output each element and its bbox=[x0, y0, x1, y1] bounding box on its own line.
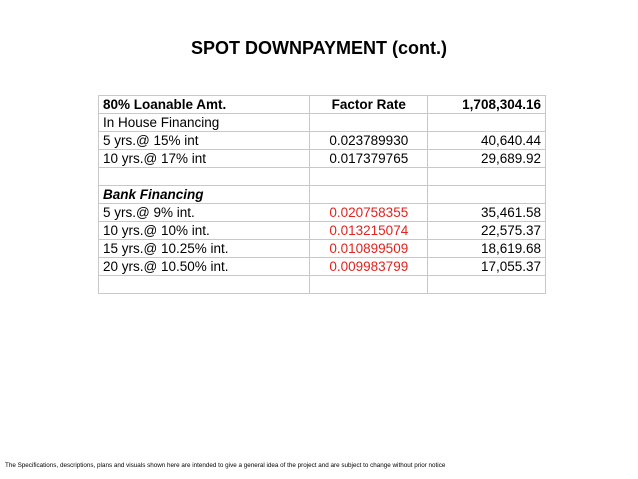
factor-rate: 0.020758355 bbox=[310, 204, 428, 222]
monthly-amount: 40,640.44 bbox=[428, 132, 546, 150]
empty-cell bbox=[310, 276, 428, 294]
empty-cell bbox=[428, 276, 546, 294]
empty-cell bbox=[99, 168, 310, 186]
loanable-amount-label: 80% Loanable Amt. bbox=[99, 96, 310, 114]
factor-rate: 0.010899509 bbox=[310, 240, 428, 258]
term-label: 20 yrs.@ 10.50% int. bbox=[99, 258, 310, 276]
empty-cell bbox=[428, 186, 546, 204]
section-heading-row bbox=[99, 186, 546, 204]
term-label: 5 yrs.@ 15% int bbox=[99, 132, 310, 150]
empty-cell bbox=[310, 186, 428, 204]
table-row bbox=[99, 258, 546, 276]
blank-row bbox=[99, 168, 546, 186]
table-row bbox=[99, 132, 546, 150]
bank-financing-heading: Bank Financing bbox=[99, 186, 310, 204]
section-heading-row bbox=[99, 114, 546, 132]
financing-table bbox=[98, 95, 546, 294]
empty-cell bbox=[310, 114, 428, 132]
page-title: SPOT DOWNPAYMENT (cont.) bbox=[191, 38, 447, 58]
in-house-heading: In House Financing bbox=[99, 114, 310, 132]
monthly-amount: 29,689.92 bbox=[428, 150, 546, 168]
factor-rate: 0.023789930 bbox=[310, 132, 428, 150]
monthly-amount: 18,619.68 bbox=[428, 240, 546, 258]
empty-cell bbox=[428, 168, 546, 186]
monthly-amount: 35,461.58 bbox=[428, 204, 546, 222]
factor-rate: 0.009983799 bbox=[310, 258, 428, 276]
empty-cell bbox=[310, 168, 428, 186]
term-label: 5 yrs.@ 9% int. bbox=[99, 204, 310, 222]
table-row bbox=[99, 240, 546, 258]
table-header-row bbox=[99, 96, 546, 114]
term-label: 15 yrs.@ 10.25% int. bbox=[99, 240, 310, 258]
table-row bbox=[99, 204, 546, 222]
blank-row bbox=[99, 276, 546, 294]
factor-rate-header: Factor Rate bbox=[310, 96, 428, 114]
term-label: 10 yrs.@ 17% int bbox=[99, 150, 310, 168]
factor-rate: 0.017379765 bbox=[310, 150, 428, 168]
empty-cell bbox=[99, 276, 310, 294]
term-label: 10 yrs.@ 10% int. bbox=[99, 222, 310, 240]
table-row bbox=[99, 150, 546, 168]
table-row bbox=[99, 222, 546, 240]
empty-cell bbox=[428, 114, 546, 132]
disclaimer-footer: The Specifications, descriptions, plans and visuals shown here are intended to give a general idea of the project and are subject to change without prior notice bbox=[5, 462, 446, 469]
loanable-amount-value: 1,708,304.16 bbox=[428, 96, 546, 114]
factor-rate: 0.013215074 bbox=[310, 222, 428, 240]
monthly-amount: 22,575.37 bbox=[428, 222, 546, 240]
monthly-amount: 17,055.37 bbox=[428, 258, 546, 276]
